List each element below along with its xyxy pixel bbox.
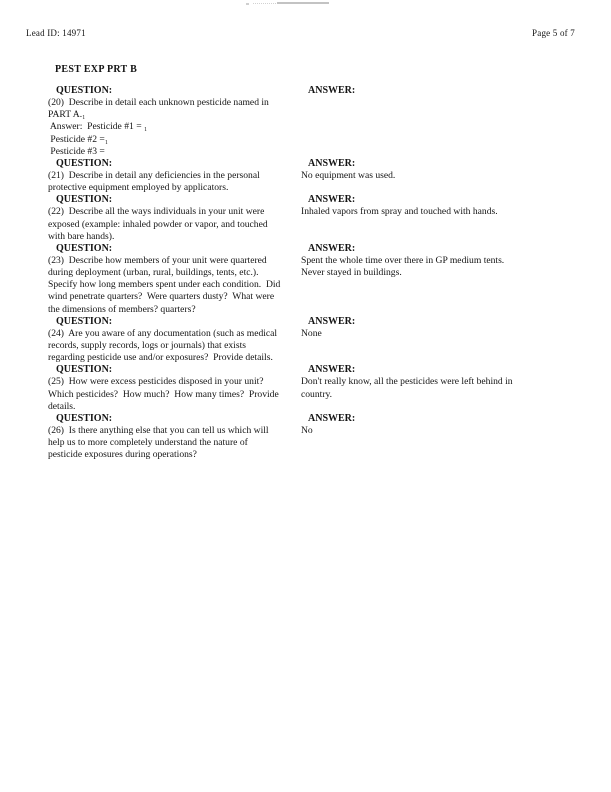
qa-block [48, 243, 593, 316]
answer-column [301, 316, 593, 340]
answer-column [301, 194, 593, 218]
question-line: protective equipment employed by applicators. [48, 182, 229, 194]
scanner-artifact [246, 2, 341, 5]
question-line: details. [48, 400, 76, 412]
qa-block [48, 194, 593, 243]
answer-line: Spent the whole time over there in GP medium tents. [301, 254, 505, 266]
question-column [48, 413, 301, 462]
question-line: (21) Describe in detail any deficiencies in the personal [48, 169, 260, 181]
answer-line: Inhaled vapors from spray and touched with hands. [301, 206, 498, 218]
question-line: Pesticide #2 =₁ [48, 133, 109, 145]
answer-label: ANSWER: [308, 364, 356, 376]
question-label: QUESTION: [56, 157, 113, 169]
answer-line: None [301, 327, 322, 339]
answer-label: ANSWER: [308, 242, 356, 254]
artifact-bar [277, 2, 329, 4]
answer-line: Never stayed in buildings. [301, 267, 402, 279]
answer-line: country. [301, 388, 333, 400]
question-line: exposed (example: inhaled powder or vapor, and touched [48, 218, 268, 230]
artifact-dot [246, 3, 249, 5]
question-line: Specify how long members spent under each condition. Did [48, 279, 281, 291]
question-line: Pesticide #3 = [48, 145, 105, 157]
qa-block [48, 316, 593, 365]
section-title: PEST EXP PRT B [55, 64, 138, 75]
answer-line: No [301, 424, 313, 436]
answer-label: ANSWER: [308, 194, 356, 206]
question-line: Which pesticides? How much? How many times? Provide [48, 388, 279, 400]
answer-column [301, 364, 593, 400]
answer-label: ANSWER: [308, 412, 356, 424]
answer-column [301, 85, 593, 97]
answer-column [301, 413, 593, 437]
question-column [48, 158, 301, 194]
question-line: help us to more completely understand the nature of [48, 437, 248, 449]
qa-block [48, 364, 593, 413]
question-line: regarding pesticide use and/or exposures? Provide details. [48, 352, 273, 364]
page-number-label: Page 5 of 7 [532, 28, 575, 38]
question-line: with bare hands). [48, 230, 115, 242]
answer-line: Don't really know, all the pesticides were left behind in [301, 376, 513, 388]
answer-label: ANSWER: [308, 315, 356, 327]
answer-column [301, 243, 593, 279]
question-line: the dimensions of members? quarters? [48, 303, 196, 315]
answer-label: ANSWER: [308, 85, 356, 96]
question-label: QUESTION: [56, 194, 113, 206]
question-line: records, supply records, logs or journals) that exists [48, 339, 246, 351]
question-column [48, 364, 301, 413]
qa-block [48, 413, 593, 462]
question-line: (25) How were excess pesticides disposed in your unit? [48, 376, 264, 388]
answer-line: No equipment was used. [301, 169, 396, 181]
answer-column [301, 158, 593, 182]
question-line: (22) Describe all the ways individuals in your unit were [48, 206, 265, 218]
question-column [48, 316, 301, 365]
question-line: pesticide exposures during operations? [48, 449, 197, 461]
question-column [48, 243, 301, 316]
question-line: (24) Are you aware of any documentation (such as medical [48, 327, 278, 339]
question-column [48, 85, 301, 158]
qa-block [48, 158, 593, 194]
qa-block [48, 85, 593, 158]
question-label: QUESTION: [56, 412, 113, 424]
question-line: (20) Describe in detail each unknown pesticide named in [48, 97, 269, 109]
lead-id-label: Lead ID: 14971 [26, 28, 86, 38]
question-label: QUESTION: [56, 364, 113, 376]
question-line: during deployment (urban, rural, buildings, tents, etc.). [48, 267, 259, 279]
question-line: PART A.₁ [48, 109, 86, 121]
question-label: QUESTION: [56, 85, 113, 96]
document-header [26, 28, 575, 38]
qa-content [48, 85, 593, 461]
question-line: (26) Is there anything else that you can tell us which will [48, 424, 269, 436]
artifact-dashes [253, 3, 276, 4]
question-line: wind penetrate quarters? Were quarters dusty? What were [48, 291, 275, 303]
answer-label: ANSWER: [308, 157, 356, 169]
question-line: Answer: Pesticide #1 = ₁ [48, 121, 148, 133]
question-label: QUESTION: [56, 242, 113, 254]
question-label: QUESTION: [56, 315, 113, 327]
question-line: (23) Describe how members of your unit were quartered [48, 254, 267, 266]
question-column [48, 194, 301, 243]
